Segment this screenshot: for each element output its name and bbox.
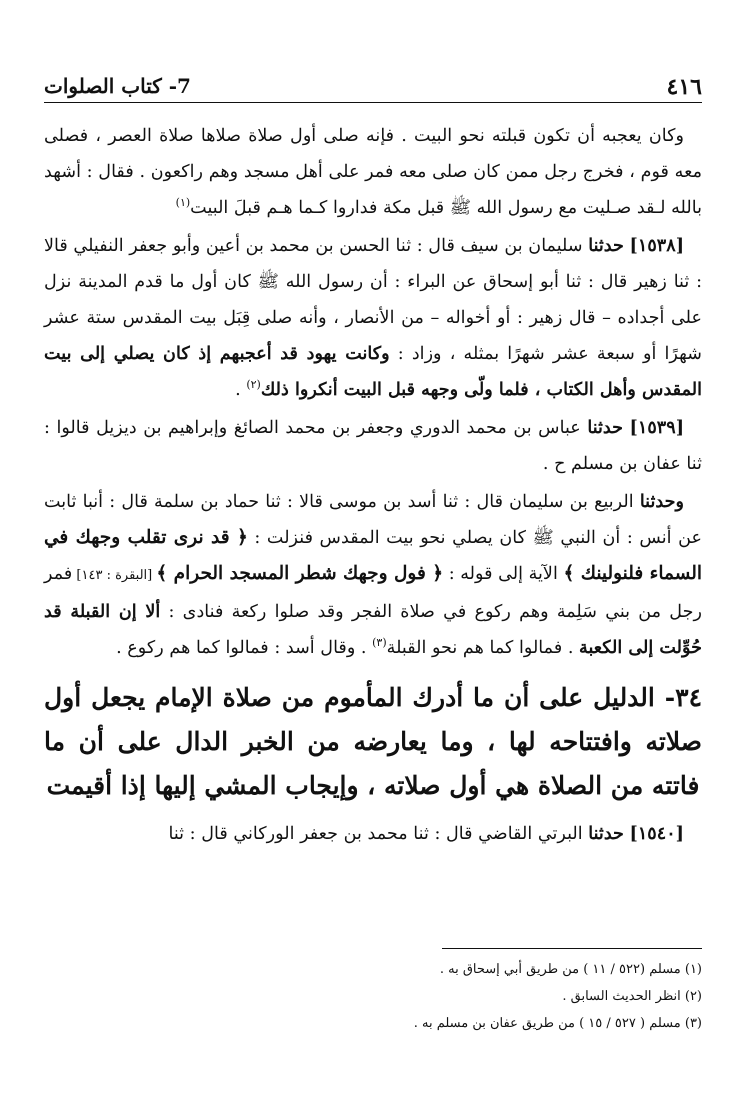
verse-reference: [البقرة : ١٤٣] (72, 568, 157, 583)
hadith-lead: حدثنا (588, 823, 624, 844)
quran-verse: ﴿ قد نرى تقلب وجهك في السماء فلنولينك ﴾ (44, 527, 702, 584)
hadith-lead: وحدثنا (639, 491, 684, 512)
hadith-text: . فمالوا كما هم نحو القبلة (386, 638, 580, 658)
footnote-ref: (٣) (372, 636, 387, 650)
hadith-lead: حدثنا (587, 417, 624, 438)
footnote-1: (١) مسلم (٥٢٢ / ١١ ) من طريق أبي إسحاق به . (439, 962, 702, 977)
hadith-1539-second-chain (44, 484, 702, 666)
footnote-2: (٢) انظر الحديث السابق . (562, 989, 702, 1004)
paragraph-continuation (44, 118, 702, 226)
text-line: البيت (190, 198, 229, 218)
text-line: فصلى معه قوم ، فخرج رجل ممن كان صلى معه فمر على أهل مسجد وهم راكعون . (44, 126, 703, 182)
hadith-number: [١٥٣٨] (629, 235, 685, 256)
page-number: ٤١٦ (666, 74, 702, 100)
footnote-ref: (٢) (246, 378, 261, 392)
text-line: وكان يعجبه أن تكون قبلته نحو البيت . فإنه صلى أول صلاة صلاها صلاة العصر ، (95, 126, 684, 146)
footnotes (44, 956, 702, 1037)
section-heading: ٣٤- الدليل على أن ما أدرك المأموم من صلاة الإمام يجعل أول صلاته وافتتاحه لها ، وما يعارضه من الخبر الدال على أن ما فاتته من الصلاة هي أول صلاته ، وإيجاب المشي إليها إذا أقيمت (44, 683, 702, 800)
hadith-end: . (235, 380, 247, 400)
footnote-ref: (١) (175, 196, 191, 210)
hadith-bold-text: ألا إن القبلة قد حُوِّلت إلى الكعبة (44, 601, 702, 658)
hadith-text: فمر رجل من بني سَلِمة وهم ركوع في صلاة الفجر وقد صلوا ركعة فنادى : (44, 564, 702, 622)
footnote-3: (٣) مسلم ( ٥٢٧ / ١٥ ) من طريق عفان بن مسلم به . (413, 1016, 702, 1031)
hadith-1540 (44, 816, 702, 852)
hadith-1538 (44, 228, 702, 408)
hadith-text: البرتي القاضي قال : ثنا محمد بن جعفر الوركاني قال : ثنا (168, 824, 589, 844)
hadith-bold-text: وكانت يهود قد أعجبهم إذ كان يصلي إلى بيت المقدس وأهل الكتاب ، فلما ولّى وجهه قبل البيت أنكروا ذلك (44, 343, 702, 400)
hadith-text: سليمان بن سيف قال : ثنا الحسن بن محمد بن أعين وأبو جعفر النفيلي قالا : ثنا زهير قال : ثنا أبو إسحاق عن البراء : أن رسول الله ﷺ كان أول ما قدم المدينة نزل على أجداده – قال زهير : أو أخواله – من الأنصار ، وأنه صلى قِبَل بيت المقدس ستة عشر شهرًا أو سبعة عشر شهرًا بمثله ، وزاد : (44, 236, 702, 364)
page-header (44, 62, 702, 103)
hadith-lead: حدثنا (588, 235, 624, 256)
hadith-number: [١٥٣٩] (629, 417, 685, 438)
quran-verse: ﴿ فول وجهك شطر المسجد الحرام ﴾ (156, 563, 444, 584)
hadith-text: عباس بن محمد الدوري وجعفر بن محمد الصائغ وإبراهيم بن ديزيل قالوا : ثنا عفان بن مسلم ح . (44, 418, 702, 474)
main-text (44, 118, 702, 854)
text-line: فقال : أشهد بالله لـقد صـليت مع رسول الله ﷺ قبل مكة فداروا كـما هـم قبلَ (44, 162, 702, 218)
hadith-text: الآية إلى قوله : (443, 564, 564, 584)
footnote-separator (442, 948, 702, 949)
hadith-1539 (44, 410, 702, 482)
hadith-number: [١٥٤٠] (629, 823, 684, 844)
chapter-title: 7- كتاب الصلوات (44, 74, 191, 98)
hadith-text: . وقال أسد : فمالوا كما هم ركوع . (116, 638, 373, 658)
hadith-text: الربيع بن سليمان قال : ثنا أسد بن موسى قالا : ثنا حماد بن سلمة قال : أنبا ثابت عن أنس : أن النبي ﷺ كان يصلي نحو بيت المقدس فنزلت : (44, 492, 702, 548)
